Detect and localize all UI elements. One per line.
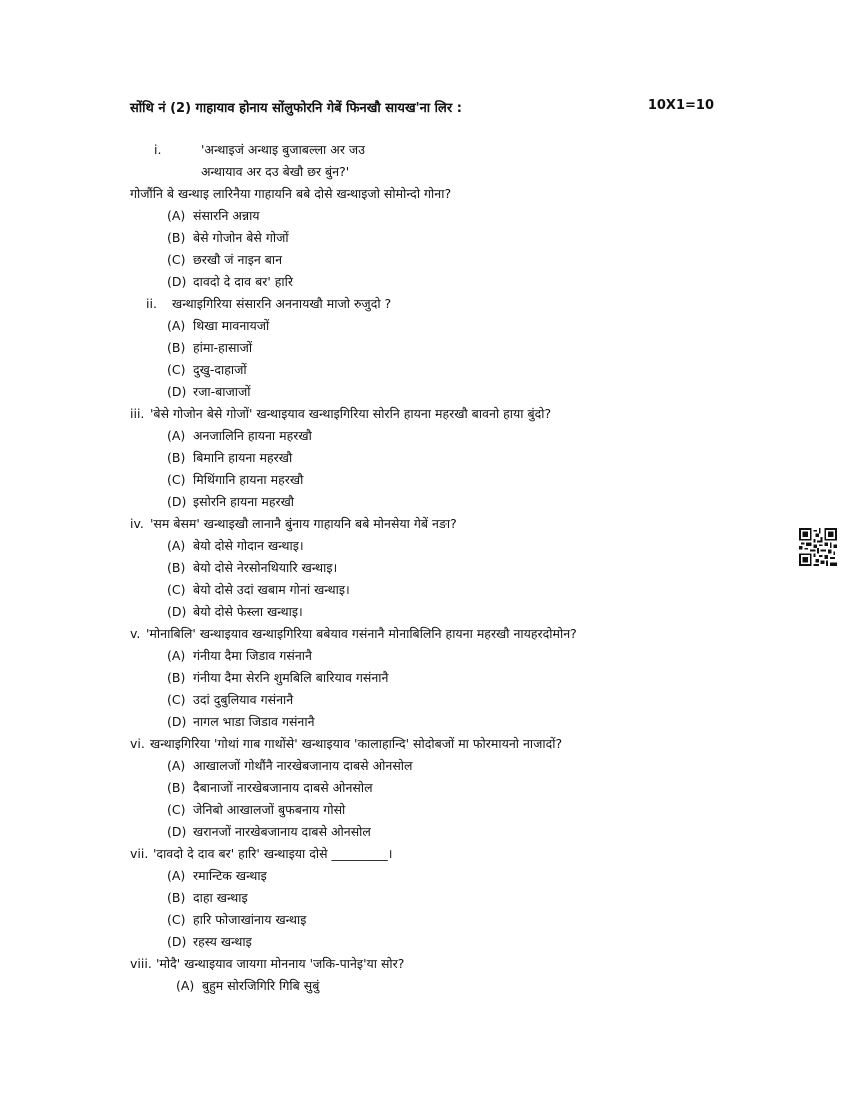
option-label: (A) <box>167 318 186 333</box>
section-header <box>130 98 720 116</box>
option-label: (D) <box>167 714 187 729</box>
option-text: उदां दुबुलियाव गसंनानै <box>193 692 294 707</box>
option-item <box>0 271 850 293</box>
option-item <box>0 689 850 711</box>
question-5-stem <box>0 623 850 645</box>
option-text: दावदो दे दाव बर' हारि <box>193 274 293 289</box>
option-label: (A) <box>176 978 195 993</box>
question-number: vi. <box>130 736 145 751</box>
option-item <box>0 887 850 909</box>
option-text: रजा-बाजाजों <box>193 384 251 399</box>
option-item <box>0 227 850 249</box>
question-list <box>0 139 850 997</box>
question-text: 'मोनाबिलि' खन्थाइयाव खन्थाइगिरिया बबेयाव गसंनानै मोनाबिलिनि हायना महरखौ नायहरदोमोन? <box>146 626 577 641</box>
option-item <box>0 337 850 359</box>
option-label: (B) <box>167 780 186 795</box>
option-item <box>0 469 850 491</box>
option-item <box>0 667 850 689</box>
question-7-stem <box>0 843 850 865</box>
qr-code-icon <box>799 528 837 566</box>
question-number: i. <box>154 142 162 157</box>
option-item <box>0 249 850 271</box>
option-label: (D) <box>167 824 187 839</box>
question-6-stem <box>0 733 850 755</box>
option-text: खरानजों नारखेबजानाय दाबसे ओनसोल <box>193 824 371 839</box>
option-label: (A) <box>167 538 186 553</box>
option-label: (A) <box>167 868 186 883</box>
question-text: 'मोदै' खन्थाइयाव जायगा मोननाय 'जकि-पानेइ'या सोर? <box>156 956 405 971</box>
question-number: ii. <box>146 296 157 311</box>
option-label: (B) <box>167 450 186 465</box>
option-text: मिथिंगानि हायना महरखौ <box>193 472 304 487</box>
option-item <box>0 711 850 733</box>
option-label: (C) <box>167 582 186 597</box>
option-label: (A) <box>167 428 186 443</box>
option-text: बेसे गोजोन बेसे गोजों <box>193 230 289 245</box>
option-item <box>0 799 850 821</box>
option-text: रमान्टिक खन्थाइ <box>193 868 267 883</box>
question-number: v. <box>130 626 141 641</box>
option-text: रहस्य खन्थाइ <box>193 934 252 949</box>
question-1-quote-line-2 <box>0 161 850 183</box>
option-text: बुहुम सोरजिगिरि गिबि सुबुं <box>202 978 320 993</box>
option-label: (D) <box>167 934 187 949</box>
option-label: (A) <box>167 758 186 773</box>
option-item <box>0 865 850 887</box>
option-item <box>0 931 850 953</box>
option-text: बेयो दोसे फेस्ला खन्थाइ। <box>193 604 303 619</box>
question-number: vii. <box>130 846 149 861</box>
option-item <box>0 359 850 381</box>
option-item <box>0 381 850 403</box>
question-text: 'सम बेसम' खन्थाइखौ लानानै बुंनाय गाहायनि बबे मोनसेया गेबें नङा? <box>150 516 457 531</box>
option-item <box>0 491 850 513</box>
option-item <box>0 645 850 667</box>
option-label: (C) <box>167 362 186 377</box>
question-text: 'दावदो दे दाव बर' हारि' खन्थाइया दोसे _________। <box>153 846 393 861</box>
option-label: (D) <box>167 494 187 509</box>
question-4-stem <box>0 513 850 535</box>
option-text: दुखु-दाहाजों <box>193 362 247 377</box>
question-number: iv. <box>130 516 144 531</box>
option-label: (C) <box>167 912 186 927</box>
option-item <box>0 447 850 469</box>
quote-text: 'अन्थाइजं अन्थाइ बुजाबल्ला अर जउ <box>201 142 366 157</box>
option-text: गंनीया दैमा जिडाव गसंनानै <box>193 648 312 663</box>
question-number: viii. <box>130 956 152 971</box>
option-text: नागल भाडा जिडाव गसंनानै <box>193 714 315 729</box>
option-label: (C) <box>167 472 186 487</box>
option-text: बेयो दोसे गोदान खन्थाइ। <box>193 538 304 553</box>
option-label: (B) <box>167 890 186 905</box>
option-label: (A) <box>167 648 186 663</box>
option-label: (D) <box>167 384 187 399</box>
option-item <box>0 425 850 447</box>
option-text: जेनिबो आखालजों बुफबनाय गोसो <box>193 802 346 817</box>
question-text: गोजौंनि बे खन्थाइ लारिनैया गाहायनि बबे दोसे खन्थाइजो सोमोन्दो गोना? <box>130 186 452 201</box>
option-item <box>0 777 850 799</box>
option-text: इसोरनि हायना महरखौ <box>193 494 295 509</box>
option-label: (C) <box>167 802 186 817</box>
question-text: खन्थाइगिरिया 'गोथां गाब गाथोंसे' खन्थाइयाव 'कालाहान्दि' सोदोबजों मा फोरमायनो नाजादों? <box>150 736 563 751</box>
option-item <box>0 557 850 579</box>
section-marks: 10X1=10 <box>647 98 714 113</box>
question-1-quote-line-1 <box>0 139 850 161</box>
option-item <box>0 755 850 777</box>
option-text: दाहा खन्थाइ <box>193 890 248 905</box>
option-item <box>0 535 850 557</box>
option-label: (B) <box>167 670 186 685</box>
option-text: बिमानि हायना महरखौ <box>193 450 293 465</box>
option-item <box>0 909 850 931</box>
option-text: छरखौ जं नाइन बान <box>193 252 283 267</box>
option-text: संसारनि अन्नाय <box>193 208 260 223</box>
option-label: (B) <box>167 560 186 575</box>
option-label: (A) <box>167 208 186 223</box>
option-label: (D) <box>167 604 187 619</box>
section-instruction: सोंथि नं (2) गाहायाव होनाय सोंलुफोरनि गेबें फिनखौ सायख'ना लिर : <box>130 101 462 116</box>
option-text: हांमा-हासाजों <box>193 340 253 355</box>
option-item <box>0 975 850 997</box>
question-8-stem <box>0 953 850 975</box>
option-text: थिखा मावनायजों <box>193 318 270 333</box>
question-3-stem <box>0 403 850 425</box>
option-label: (B) <box>167 230 186 245</box>
question-text: 'बेसे गोजोन बेसे गोजों' खन्थाइयाव खन्थाइगिरिया सोरनि हायना महरखौ बावनो हाया बुंदो? <box>150 406 552 421</box>
option-item <box>0 821 850 843</box>
option-text: अनजालिनि हायना महरखौ <box>193 428 312 443</box>
option-label: (D) <box>167 274 187 289</box>
option-item <box>0 579 850 601</box>
question-2-stem <box>0 293 850 315</box>
option-text: दैबानाजों नारखेबजानाय दाबसे ओनसोल <box>193 780 373 795</box>
option-item <box>0 205 850 227</box>
option-text: आखालजों गोथौंनै नारखेबजानाय दाबसे ओनसोल <box>193 758 413 773</box>
option-item <box>0 601 850 623</box>
question-text: खन्थाइगिरिया संसारनि अननायखौ माजो रुजुदो ? <box>172 296 392 311</box>
question-1-stem <box>0 183 850 205</box>
option-text: गंनीया दैमा सेरनि शुमबिलि बारियाव गसंनानै <box>193 670 389 685</box>
option-text: बेयो दोसे उदां खबाम गोनां खन्थाइ। <box>193 582 350 597</box>
quote-text: अन्थायाव अर दउ बेखौ छर बुंन?' <box>201 164 350 179</box>
option-label: (B) <box>167 340 186 355</box>
option-text: हारि फोजाखांनाय खन्थाइ <box>193 912 307 927</box>
option-item <box>0 315 850 337</box>
option-text: बेयो दोसे नेरसोनथियारि खन्थाइ। <box>193 560 338 575</box>
question-number: iii. <box>130 406 145 421</box>
option-label: (C) <box>167 252 186 267</box>
option-label: (C) <box>167 692 186 707</box>
